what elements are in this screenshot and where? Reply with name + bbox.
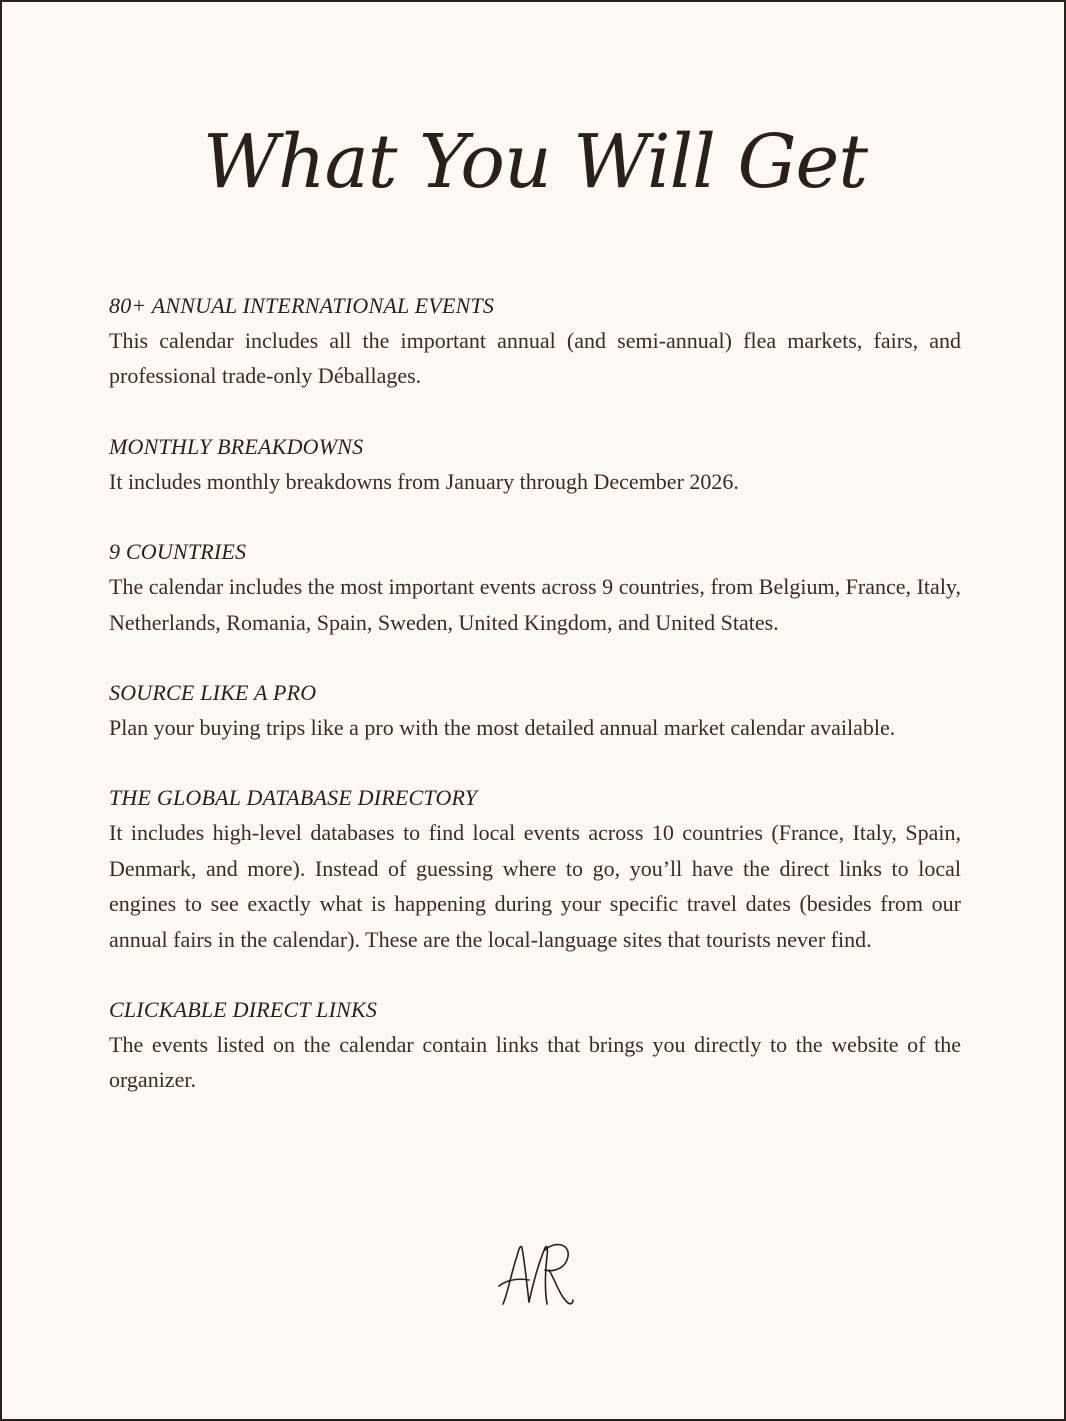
section-heading: THE GLOBAL DATABASE DIRECTORY [109, 785, 478, 811]
content [109, 288, 961, 1133]
section-body: Plan your buying trips like a pro with the most detailed annual market calendar available. [109, 715, 896, 741]
section-heading: MONTHLY BREAKDOWNS [109, 433, 364, 459]
section-countries [109, 534, 961, 640]
page-title: What You Will Get [202, 119, 868, 205]
section-heading: CLICKABLE DIRECT LINKS [109, 997, 378, 1023]
section-clickable-links [109, 992, 961, 1098]
section-body: It includes high-level databases to find local events across 10 countries (France, Italy, Spain, Denmark, and more). Instead of guessing where to go, you’ll have the direct links to local engines to see exactly what is happening during your specific travel dates (besides from our annual fairs in the calendar). These are the local-language sites that tourists never find. [109, 820, 961, 952]
section-monthly-breakdowns [109, 429, 961, 499]
monogram-logo-icon [495, 1234, 575, 1314]
section-global-database [109, 780, 961, 957]
section-source-like-a-pro [109, 675, 961, 745]
section-heading: 9 COUNTRIES [109, 539, 247, 565]
section-heading: 80+ ANNUAL INTERNATIONAL EVENTS [109, 293, 495, 318]
section-body: This calendar includes all the important annual (and semi-annual) flea markets, fairs, and professional trade-only Déballages. [109, 328, 961, 389]
section-body: The events listed on the calendar contain links that brings you directly to the website of the organizer. [109, 1032, 961, 1093]
section-heading: SOURCE LIKE A PRO [109, 680, 317, 706]
section-body: The calendar includes the most important events across 9 countries, from Belgium, France, Italy, Netherlands, Romania, Spain, Sweden, United Kingdom, and United States. [109, 574, 961, 635]
section-annual-events [109, 288, 961, 394]
section-body: It includes monthly breakdowns from January through December 2026. [109, 468, 739, 494]
